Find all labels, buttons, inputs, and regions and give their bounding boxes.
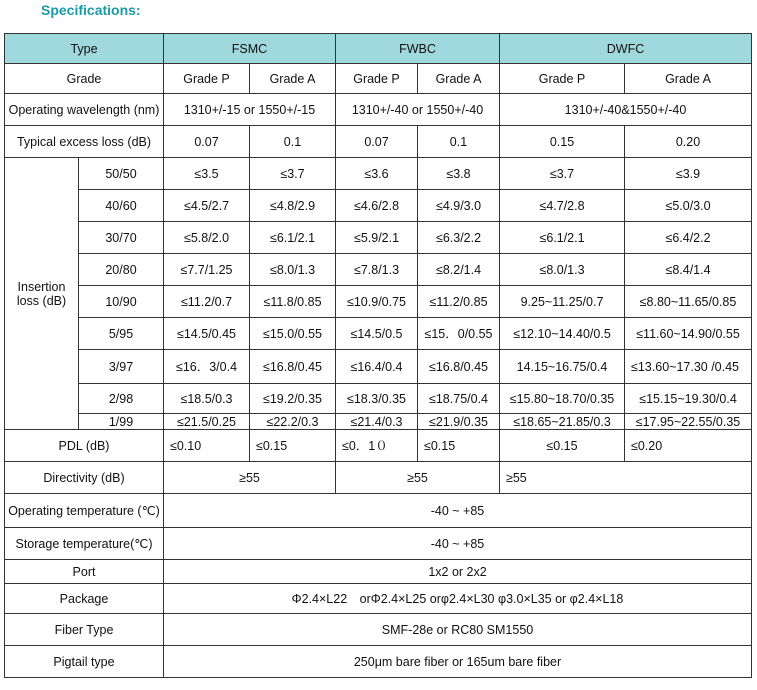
op-temp-row [5, 494, 752, 528]
storage-temp-row [5, 528, 752, 560]
pdl-label: PDL (dB) [5, 430, 164, 462]
insertion-cell: ≤8.4/1.4 [625, 254, 752, 286]
insertion-cell: ≤16.4/0.4 [336, 350, 418, 384]
insertion-row [5, 384, 752, 414]
dwfc-header: DWFC [500, 34, 752, 64]
split-ratio: 50/50 [79, 158, 164, 190]
insertion-row [5, 190, 752, 222]
directivity-label: Directivity (dB) [5, 462, 164, 494]
grade-row [5, 64, 752, 94]
insertion-cell: ≤4.6/2.8 [336, 190, 418, 222]
wavelength-fsmc: 1310+/-15 or 1550+/-15 [164, 94, 336, 126]
grade-cell: Grade P [500, 64, 625, 94]
insertion-cell: ≤8.80~11.65/0.85 [625, 286, 752, 318]
insertion-cell: ≤3.9 [625, 158, 752, 190]
insertion-cell: ≤16．3/0.4 [164, 350, 250, 384]
insertion-cell: ≤21.5/0.25 [164, 414, 250, 430]
directivity-dwfc: ≥55 [500, 462, 752, 494]
wavelength-label: Operating wavelength (nm) [5, 94, 164, 126]
split-ratio: 40/60 [79, 190, 164, 222]
insertion-cell: ≤3.7 [500, 158, 625, 190]
insertion-cell: ≤11.2/0.7 [164, 286, 250, 318]
split-ratio: 3/97 [79, 350, 164, 384]
pigtail-label: Pigtail type [5, 646, 164, 678]
excess-loss-cell: 0.07 [336, 126, 418, 158]
insertion-cell: ≤3.8 [418, 158, 500, 190]
pdl-cell: ≤0．1０ [336, 430, 418, 462]
pdl-cell: ≤0.15 [418, 430, 500, 462]
port-value: 1x2 or 2x2 [164, 560, 752, 584]
excess-loss-cell: 0.07 [164, 126, 250, 158]
excess-loss-cell: 0.1 [418, 126, 500, 158]
port-label: Port [5, 560, 164, 584]
directivity-fsmc: ≥55 [164, 462, 336, 494]
insertion-row [5, 254, 752, 286]
insertion-cell: ≤7.8/1.3 [336, 254, 418, 286]
insertion-cell: 14.15~16.75/0.4 [500, 350, 625, 384]
pdl-cell: ≤0.15 [250, 430, 336, 462]
insertion-cell: ≤15.15~19.30/0.4 [625, 384, 752, 414]
insertion-cell: ≤6.1/2.1 [500, 222, 625, 254]
insertion-cell: ≤4.9/3.0 [418, 190, 500, 222]
insertion-cell: ≤10.9/0.75 [336, 286, 418, 318]
insertion-cell: 9.25~11.25/0.7 [500, 286, 625, 318]
insertion-cell: ≤16.8/0.45 [250, 350, 336, 384]
specifications-heading: Specifications: [41, 2, 141, 18]
split-ratio: 20/80 [79, 254, 164, 286]
insertion-cell: ≤11.2/0.85 [418, 286, 500, 318]
pdl-cell: ≤0.20 [625, 430, 752, 462]
insertion-cell: ≤21.9/0.35 [418, 414, 500, 430]
pigtail-row [5, 646, 752, 678]
fiber-type-row [5, 614, 752, 646]
insertion-row [5, 350, 752, 384]
directivity-row [5, 462, 752, 494]
storage-temp-value: -40 ~ +85 [164, 528, 752, 560]
insertion-row [5, 222, 752, 254]
package-label: Package [5, 584, 164, 614]
grade-cell: Grade P [336, 64, 418, 94]
split-ratio: 5/95 [79, 318, 164, 350]
excess-loss-cell: 0.1 [250, 126, 336, 158]
excess-loss-row [5, 126, 752, 158]
pdl-row [5, 430, 752, 462]
insertion-cell: ≤4.5/2.7 [164, 190, 250, 222]
wavelength-dwfc: 1310+/-40&1550+/-40 [500, 94, 752, 126]
insertion-cell: ≤16.8/0.45 [418, 350, 500, 384]
op-temp-value: -40 ~ +85 [164, 494, 752, 528]
split-ratio: 2/98 [79, 384, 164, 414]
insertion-cell: ≤5.9/2.1 [336, 222, 418, 254]
insertion-cell: ≤11.60~14.90/0.55 [625, 318, 752, 350]
wavelength-fwbc: 1310+/-40 or 1550+/-40 [336, 94, 500, 126]
insertion-cell: ≤14.5/0.45 [164, 318, 250, 350]
insertion-cell: ≤18.5/0.3 [164, 384, 250, 414]
excess-loss-cell: 0.15 [500, 126, 625, 158]
grade-cell: Grade P [164, 64, 250, 94]
split-ratio: 10/90 [79, 286, 164, 318]
insertion-cell: ≤15.0/0.55 [250, 318, 336, 350]
insertion-cell: ≤3.5 [164, 158, 250, 190]
insertion-cell: ≤22.2/0.3 [250, 414, 336, 430]
grade-cell: Grade A [250, 64, 336, 94]
insertion-cell: ≤19.2/0.35 [250, 384, 336, 414]
insertion-cell: ≤5.8/2.0 [164, 222, 250, 254]
grade-cell: Grade A [625, 64, 752, 94]
type-header: Type [5, 34, 164, 64]
insertion-cell: ≤17.95~22.55/0.35 [625, 414, 752, 430]
insertion-row [5, 158, 752, 190]
split-ratio: 1/99 [79, 414, 164, 430]
insertion-cell: ≤8.2/1.4 [418, 254, 500, 286]
package-value: Φ2.4×L22 orΦ2.4×L25 orφ2.4×L30 φ3.0×L35 or φ2.4×L18 [164, 584, 752, 614]
port-row [5, 560, 752, 584]
insertion-row [5, 318, 752, 350]
spec-table [4, 33, 752, 678]
excess-loss-cell: 0.20 [625, 126, 752, 158]
directivity-fwbc: ≥55 [336, 462, 500, 494]
insertion-cell: ≤15．0/0.55 [418, 318, 500, 350]
fwbc-header: FWBC [336, 34, 500, 64]
wavelength-row [5, 94, 752, 126]
split-ratio: 30/70 [79, 222, 164, 254]
insertion-row [5, 414, 752, 430]
fiber-type-value: SMF-28e or RC80 SM1550 [164, 614, 752, 646]
insertion-cell: ≤15.80~18.70/0.35 [500, 384, 625, 414]
insertion-cell: ≤8.0/1.3 [500, 254, 625, 286]
insertion-cell: ≤7.7/1.25 [164, 254, 250, 286]
insertion-cell: ≤13.60~17.30 /0.45 [625, 350, 752, 384]
excess-loss-label: Typical excess loss (dB) [5, 126, 164, 158]
insertion-cell: ≤4.8/2.9 [250, 190, 336, 222]
insertion-cell: ≤21.4/0.3 [336, 414, 418, 430]
insertion-cell: ≤3.6 [336, 158, 418, 190]
insertion-cell: ≤4.7/2.8 [500, 190, 625, 222]
insertion-cell: ≤18.75/0.4 [418, 384, 500, 414]
insertion-cell: ≤6.1/2.1 [250, 222, 336, 254]
insertion-loss-label: Insertion loss (dB) [5, 158, 79, 430]
insertion-cell: ≤12.10~14.40/0.5 [500, 318, 625, 350]
insertion-cell: ≤6.3/2.2 [418, 222, 500, 254]
header-row [5, 34, 752, 64]
insertion-cell: ≤5.0/3.0 [625, 190, 752, 222]
storage-temp-label: Storage temperature(℃) [5, 528, 164, 560]
grade-cell: Grade A [418, 64, 500, 94]
insertion-cell: ≤3.7 [250, 158, 336, 190]
insertion-cell: ≤18.3/0.35 [336, 384, 418, 414]
insertion-cell: ≤11.8/0.85 [250, 286, 336, 318]
pdl-cell: ≤0.15 [500, 430, 625, 462]
insertion-cell: ≤14.5/0.5 [336, 318, 418, 350]
pdl-cell: ≤0.10 [164, 430, 250, 462]
insertion-cell: ≤18.65~21.85/0.3 [500, 414, 625, 430]
fsmc-header: FSMC [164, 34, 336, 64]
package-row [5, 584, 752, 614]
op-temp-label: Operating temperature (℃) [5, 494, 164, 528]
insertion-row [5, 286, 752, 318]
insertion-cell: ≤6.4/2.2 [625, 222, 752, 254]
pigtail-value: 250μm bare fiber or 165um bare fiber [164, 646, 752, 678]
grade-label: Grade [5, 64, 164, 94]
fiber-type-label: Fiber Type [5, 614, 164, 646]
insertion-cell: ≤8.0/1.3 [250, 254, 336, 286]
